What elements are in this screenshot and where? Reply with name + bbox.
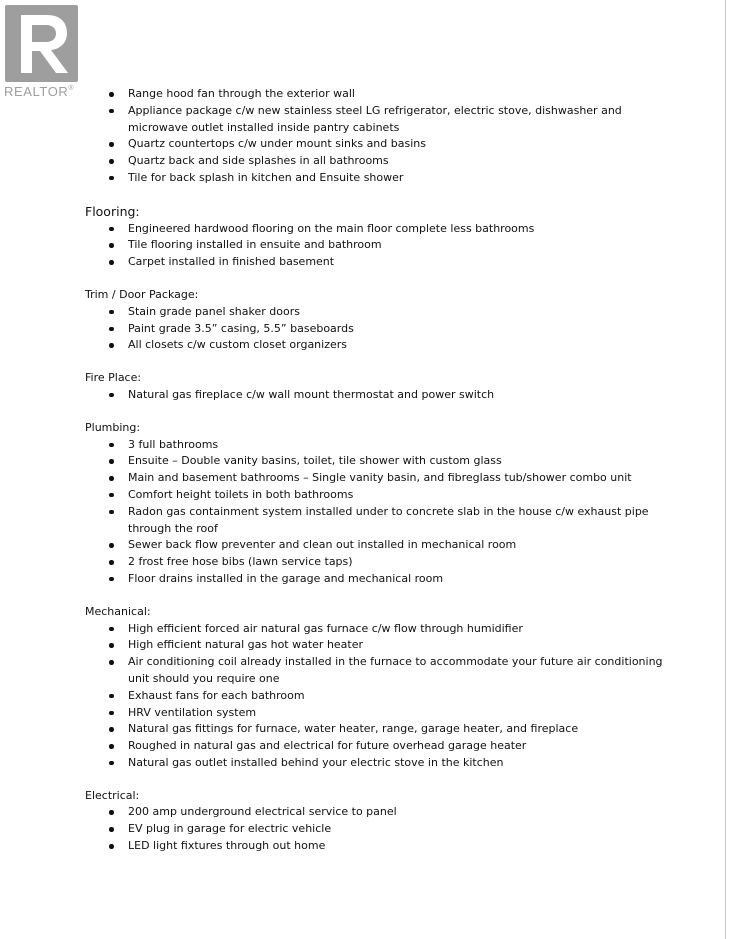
bullet-list — [85, 437, 685, 588]
list-item: Natural gas fireplace c/w wall mount thermostat and power switch — [85, 387, 685, 404]
list-item: Tile for back splash in kitchen and Ensuite shower — [85, 170, 685, 187]
realtor-r-icon — [5, 5, 78, 82]
spec-list-document — [85, 86, 685, 871]
list-item: Radon gas containment system installed under to concrete slab in the house c/w exhaust pipe through the roof — [85, 504, 685, 538]
page-edge-divider — [725, 0, 726, 939]
realtor-wordmark-text: REALTOR — [4, 84, 69, 99]
spec-section — [85, 420, 685, 588]
list-item: Paint grade 3.5” casing, 5.5” baseboards — [85, 321, 685, 338]
list-item: Floor drains installed in the garage and mechanical room — [85, 571, 685, 588]
registered-mark: ® — [68, 85, 75, 92]
spec-section — [85, 370, 685, 404]
list-item: 200 amp underground electrical service to panel — [85, 804, 685, 821]
list-item: HRV ventilation system — [85, 705, 685, 722]
list-item: Main and basement bathrooms – Single vanity basin, and fibreglass tub/shower combo unit — [85, 470, 685, 487]
section-kitchen-continued — [85, 86, 685, 187]
bullet-list — [85, 304, 685, 354]
bullet-list — [85, 804, 685, 854]
section-heading: Electrical: — [85, 788, 140, 802]
list-item: Comfort height toilets in both bathrooms — [85, 487, 685, 504]
list-item: Tile flooring installed in ensuite and bathroom — [85, 237, 685, 254]
section-heading: Trim / Door Package: — [85, 287, 199, 301]
list-item: Carpet installed in finished basement — [85, 254, 685, 271]
bullet-list — [85, 221, 685, 271]
list-item: EV plug in garage for electric vehicle — [85, 821, 685, 838]
list-item: Quartz back and side splashes in all bathrooms — [85, 153, 685, 170]
spec-section — [85, 604, 685, 772]
section-heading: Plumbing: — [85, 420, 141, 434]
spec-section — [85, 287, 685, 354]
list-item: Air conditioning coil already installed in the furnace to accommodate your future air conditioning unit should you require one — [85, 654, 685, 688]
list-item: High efficient natural gas hot water heater — [85, 637, 685, 654]
list-item: Ensuite – Double vanity basins, toilet, tile shower with custom glass — [85, 453, 685, 470]
list-item: Range hood fan through the exterior wall — [85, 86, 685, 103]
list-item: 2 frost free hose bibs (lawn service taps) — [85, 554, 685, 571]
list-item: High efficient forced air natural gas furnace c/w flow through humidifier — [85, 621, 685, 638]
list-item: Quartz countertops c/w under mount sinks and basins — [85, 136, 685, 153]
section-heading: Flooring: — [85, 203, 140, 219]
list-item: Exhaust fans for each bathroom — [85, 688, 685, 705]
list-item: Natural gas outlet installed behind your electric stove in the kitchen — [85, 755, 685, 772]
bullet-list — [85, 86, 685, 187]
spec-section — [85, 204, 685, 271]
section-heading: Fire Place: — [85, 371, 142, 385]
spec-sections — [85, 204, 685, 855]
list-item: 3 full bathrooms — [85, 437, 685, 454]
list-item: All closets c/w custom closet organizers — [85, 337, 685, 354]
section-heading: Mechanical: — [85, 604, 151, 618]
bullet-list — [85, 621, 685, 772]
list-item: Sewer back flow preventer and clean out installed in mechanical room — [85, 537, 685, 554]
list-item: Appliance package c/w new stainless steel LG refrigerator, electric stove, dishwasher and microwave outlet installed inside pantry cabinets — [85, 103, 685, 137]
list-item: Engineered hardwood flooring on the main floor complete less bathrooms — [85, 221, 685, 238]
list-item: LED light fixtures through out home — [85, 838, 685, 855]
list-item: Natural gas fittings for furnace, water heater, range, garage heater, and fireplace — [85, 721, 685, 738]
list-item: Roughed in natural gas and electrical for future overhead garage heater — [85, 738, 685, 755]
realtor-logo — [4, 4, 84, 100]
spec-section — [85, 788, 685, 855]
bullet-list — [85, 387, 685, 404]
list-item: Stain grade panel shaker doors — [85, 304, 685, 321]
realtor-wordmark — [4, 84, 74, 99]
